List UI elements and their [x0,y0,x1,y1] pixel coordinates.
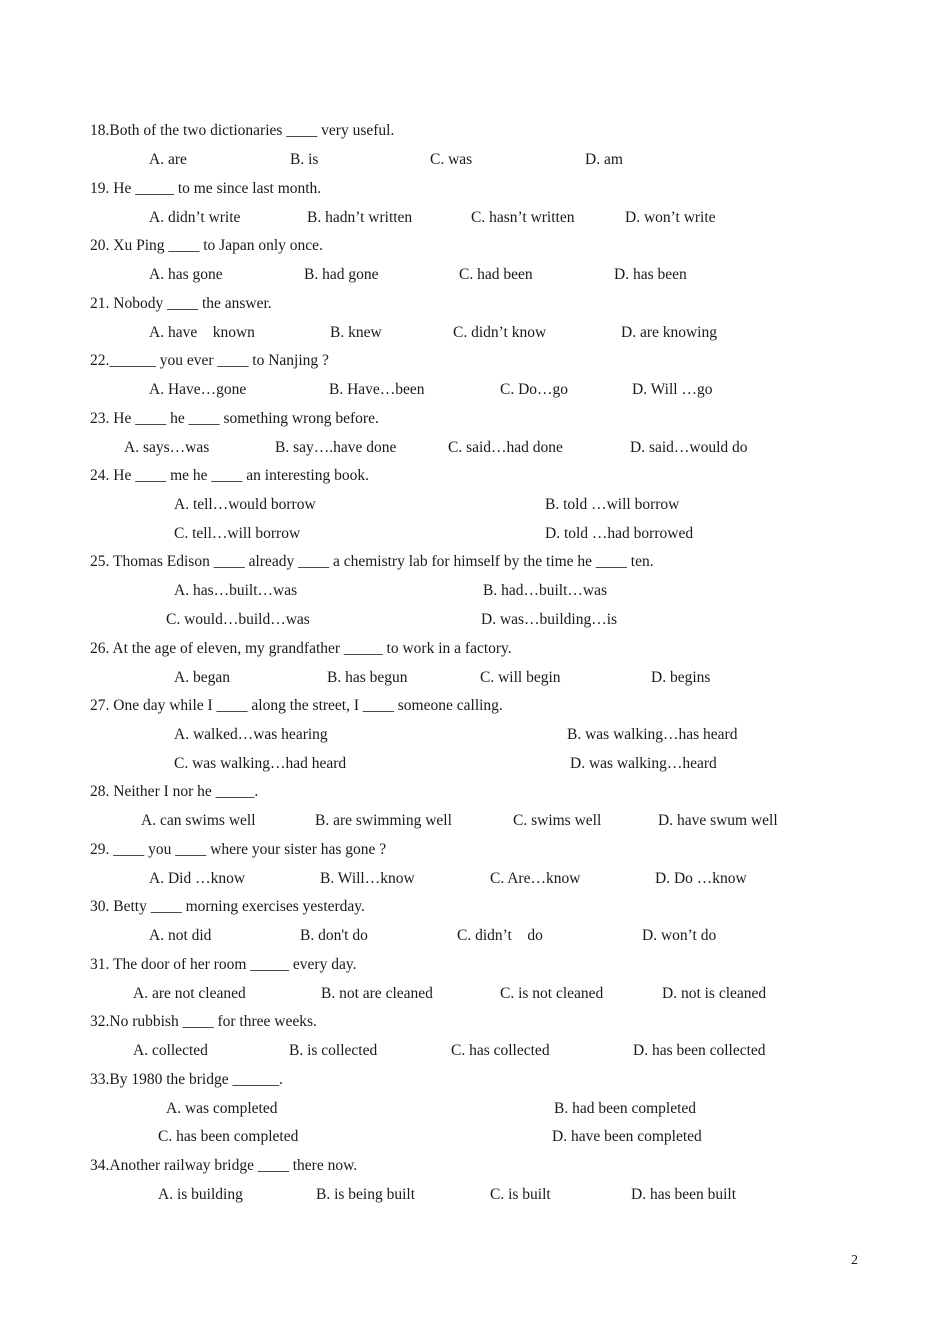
question-stem: 18.Both of the two dictionaries ____ very useful. [90,122,395,139]
option-d: D. Will …go [632,381,713,398]
option-c: C. had been [459,266,533,283]
option-d: D. won’t do [642,927,717,944]
question-stem: 22.______ you ever ____ to Nanjing ? [90,352,329,369]
option-d: D. has been built [631,1186,737,1203]
option-b: B. told …will borrow [545,496,680,513]
question-stem: 26. At the age of eleven, my grandfather _____ to work in a factory. [90,640,512,657]
question-stem: 20. Xu Ping ____ to Japan only once. [90,237,323,254]
option-a: A. was completed [166,1100,278,1117]
option-b: B. don't do [300,927,368,944]
option-c: C. is not cleaned [500,985,604,1002]
option-b: B. is being built [316,1186,416,1203]
option-a: A. Did …know [149,870,246,887]
option-c: C. has collected [451,1042,550,1059]
page-number: 2 [851,1253,858,1268]
option-a: A. collected [133,1042,208,1059]
option-a: A. began [174,669,230,686]
option-a: A. can swims well [141,812,256,829]
question-stem: 28. Neither I nor he _____. [90,783,259,800]
option-c: C. tell…will borrow [174,525,301,542]
option-d: D. was…building…is [481,611,618,628]
option-b: B. hadn’t written [307,209,413,226]
option-a: A. walked…was hearing [174,726,328,743]
option-d: D. have swum well [658,812,778,829]
option-a: A. have known [149,324,255,341]
option-d: D. Do …know [655,870,747,887]
option-d: D. has been [614,266,687,283]
option-d: D. are knowing [621,324,717,341]
option-a: A. is building [158,1186,243,1203]
option-a: A. Have…gone [149,381,247,398]
option-b: B. say….have done [275,439,397,456]
option-c: C. was walking…had heard [174,755,347,772]
option-a: A. didn’t write [149,209,241,226]
question-stem: 19. He _____ to me since last month. [90,180,322,197]
option-c: C. would…build…was [166,611,310,628]
question-stem: 24. He ____ me he ____ an interesting book. [90,467,369,484]
question-stem: 30. Betty ____ morning exercises yesterday. [90,898,365,915]
option-d: D. has been collected [633,1042,766,1059]
option-a: A. tell…would borrow [174,496,316,513]
option-a: A. has…built…was [174,582,298,599]
question-stem: 21. Nobody ____ the answer. [90,295,272,312]
option-b: B. not are cleaned [321,985,433,1002]
option-b: B. has begun [327,669,408,686]
option-c: C. didn’t know [453,324,547,341]
question-stem: 27. One day while I ____ along the street, I ____ someone calling. [90,697,503,714]
option-d: D. not is cleaned [662,985,767,1002]
option-b: B. had been completed [554,1100,697,1117]
option-c: C. hasn’t written [471,209,575,226]
option-a: A. are [149,151,187,168]
option-a: A. has gone [149,266,223,283]
question-stem: 25. Thomas Edison ____ already ____ a chemistry lab for himself by the time he ____ ten. [90,553,654,570]
option-d: D. have been completed [552,1128,702,1145]
option-c: C. has been completed [158,1128,299,1145]
question-stem: 33.By 1980 the bridge ______. [90,1071,283,1088]
question-stem: 31. The door of her room _____ every day. [90,956,357,973]
option-b: B. Have…been [329,381,425,398]
option-c: C. didn’t do [457,927,543,944]
option-c: C. said…had done [448,439,563,456]
option-b: B. is collected [289,1042,378,1059]
option-c: C. was [430,151,473,168]
option-d: D. told …had borrowed [545,525,694,542]
option-d: D. won’t write [625,209,716,226]
option-a: A. not did [149,927,212,944]
question-stem: 29. ____ you ____ where your sister has gone ? [90,841,387,858]
option-b: B. was walking…has heard [567,726,738,743]
option-b: B. is [290,151,319,168]
option-c: C. Do…go [500,381,569,398]
question-stem: 23. He ____ he ____ something wrong before. [90,410,379,427]
option-b: B. had…built…was [483,582,607,599]
option-b: B. knew [330,324,382,341]
option-b: B. Will…know [320,870,415,887]
option-c: C. Are…know [490,870,581,887]
question-stem: 32.No rubbish ____ for three weeks. [90,1013,317,1030]
option-d: D. was walking…heard [570,755,717,772]
option-d: D. begins [651,669,711,686]
option-c: C. will begin [480,669,561,686]
question-stem: 34.Another railway bridge ____ there now. [90,1157,358,1174]
option-a: A. are not cleaned [133,985,246,1002]
option-c: C. is built [490,1186,551,1203]
option-c: C. swims well [513,812,602,829]
option-d: D. am [585,151,623,168]
option-d: D. said…would do [630,439,748,456]
option-a: A. says…was [124,439,210,456]
option-b: B. had gone [304,266,379,283]
option-b: B. are swimming well [315,812,452,829]
